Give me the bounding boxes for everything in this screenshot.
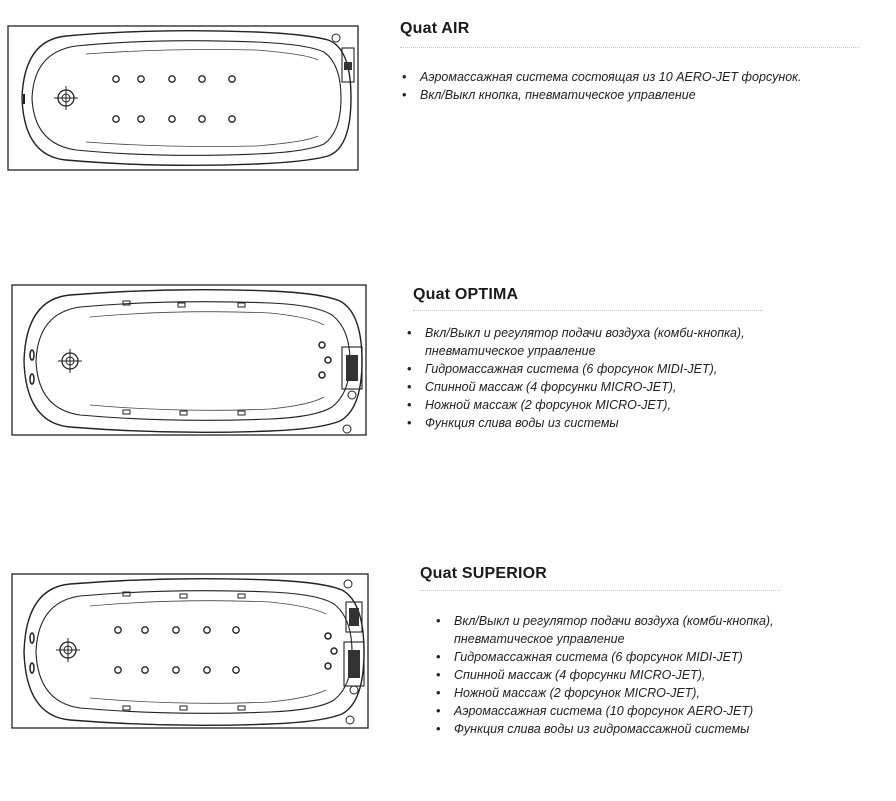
list-item: пневматическое управление — [425, 344, 596, 358]
list-item: • Гидромассажная система (6 форсунок MIDI-JET) — [434, 648, 774, 666]
list-item: • Аэромассажная система (10 форсунок AERO-JET) — [434, 702, 774, 720]
title-underline — [420, 590, 780, 591]
list-item: • Ножной массаж (2 форсунок MICRO-JET), — [434, 684, 774, 702]
list-item: • Гидромассажная система (6 форсунок MIDI-JET), — [405, 360, 745, 378]
list-item: пневматическое управление — [454, 632, 625, 646]
list-item: • Спинной массаж (4 форсунки MICRO-JET), — [405, 378, 745, 396]
list-item: • Ножной массаж (2 форсунок MICRO-JET), — [405, 396, 745, 414]
list-item: • Вкл/Выкл и регулятор подачи воздуха (комби-кнопка), — [434, 612, 774, 630]
list-item: • Аэромассажная система состоящая из 10 AERO-JET форсунок. — [400, 68, 802, 86]
title-quat-optima: Quat OPTIMA — [413, 286, 519, 303]
list-item: • Функция слива воды из гидромассажной системы — [434, 720, 774, 738]
bathtub-superior-drawing — [10, 572, 372, 732]
list-item: • Спинной массаж (4 форсунки MICRO-JET), — [434, 666, 774, 684]
list-item: • Вкл/Выкл кнопка, пневматическое управление — [400, 86, 802, 104]
list-item: • Функция слива воды из системы — [405, 414, 745, 432]
list-item: • Вкл/Выкл и регулятор подачи воздуха (комби-кнопка), — [405, 324, 745, 342]
title-quat-air: Quat AIR — [400, 20, 470, 37]
feature-list-superior — [434, 612, 774, 738]
title-quat-superior: Quat SUPERIOR — [420, 565, 548, 582]
